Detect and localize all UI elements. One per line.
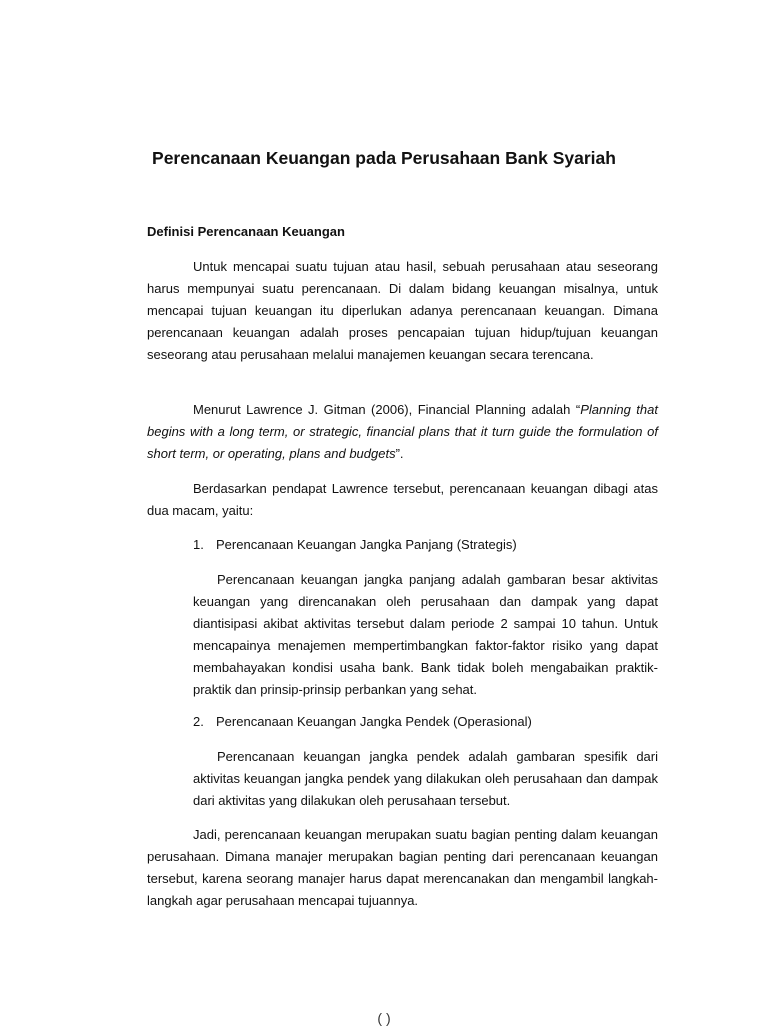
page-number: ( ) xyxy=(377,1010,391,1026)
gitman-quote-text: Planning that begins with a long term, or strategic, financial plans that it turn guide the formulation of short term, or operating, plans and budgets xyxy=(147,402,658,461)
list-number: 1. xyxy=(193,537,204,552)
list-item-short-term xyxy=(193,711,532,733)
paragraph-long-term: Perencanaan keuangan jangka panjang adalah gambaran besar aktivitas keuangan yang direncanakan oleh perusahaan dan dampak yang dapat diantisipasi akibat aktivitas tersebut dalam periode 2 sampai 10 tahun. Untuk mencapainya menajemen mempertimbangkan faktor-faktor risiko yang dapat membahayakan kondisi usaha bank. Bank tidak boleh mengabaikan praktik-praktik dan prinsip-prinsip perbankan yang sehat. xyxy=(193,572,658,697)
gitman-lead-text: Menurut Lawrence J. Gitman (2006), Financial Planning adalah “ xyxy=(193,402,581,417)
paragraph-short-term: Perencanaan keuangan jangka pendek adalah gambaran spesifik dari aktivitas keuangan jangka pendek yang dilakukan oleh perusahaan dan dampak dari aktivitas yang dilakukan oleh perusahaan tersebut. xyxy=(193,749,658,808)
list-number: 2. xyxy=(193,714,204,729)
section-heading: Definisi Perencanaan Keuangan xyxy=(147,224,345,239)
paragraph-division: Berdasarkan pendapat Lawrence tersebut, perencanaan keuangan dibagi atas dua macam, yaitu: xyxy=(147,481,658,518)
list-item-long-term xyxy=(193,534,517,556)
list-label: Perencanaan Keuangan Jangka Pendek (Operasional) xyxy=(216,714,532,729)
paragraph-gitman-definition xyxy=(147,399,658,465)
paragraph-conclusion: Jadi, perencanaan keuangan merupakan suatu bagian penting dalam keuangan perusahaan. Dimana manajer merupakan bagian penting dari perencanaan keuangan tersebut, karena seorang manajer harus dapat merencanakan dan mengambil langkah-langkah agar perusahaan mencapai tujuannya. xyxy=(147,827,658,908)
paragraph-intro: Untuk mencapai suatu tujuan atau hasil, sebuah perusahaan atau seseorang harus mempunyai suatu perencanaan. Di dalam bidang keuangan misalnya, untuk mencapai tujuan keuangan itu diperlukan adanya perencanaan keuangan. Dimana perencanaan keuangan adalah proses pencapaian tujuan hidup/tujuan keuangan seseorang atau perusahaan melalui manajemen keuangan secara terencana. xyxy=(147,259,658,362)
list-label: Perencanaan Keuangan Jangka Panjang (Strategis) xyxy=(216,537,517,552)
document-title: Perencanaan Keuangan pada Perusahaan Bank Syariah xyxy=(152,148,616,168)
gitman-tail-text: ”. xyxy=(395,446,404,461)
